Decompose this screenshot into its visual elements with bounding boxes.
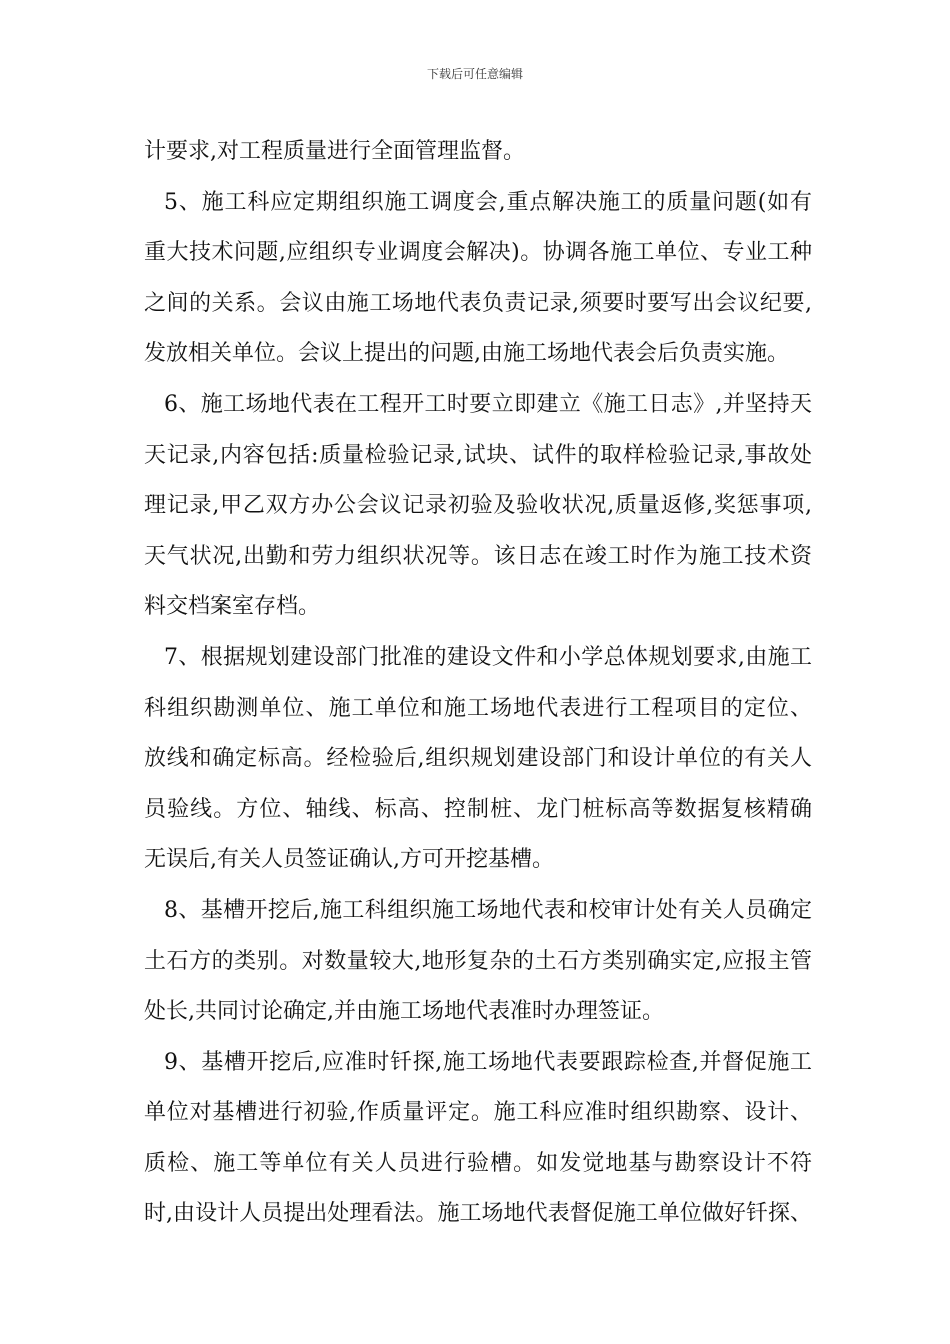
text-line: 9、基槽开挖后,应准时钎探,施工场地代表要跟踪检查,并督促施工 — [164, 1049, 812, 1075]
text-line: 8、基槽开挖后,施工科组织施工场地代表和校审计处有关人员确定 — [164, 897, 812, 923]
text-line: 发放相关单位。会议上提出的问题,由施工场地代表会后负责实施。 — [144, 341, 789, 367]
text-line: 单位对基槽进行初验,作质量评定。施工科应准时组织勘察、设计、 — [144, 1100, 812, 1126]
page-header: 下载后可任意编辑 — [426, 67, 523, 81]
text-line: 计要求,对工程质量进行全面管理监督。 — [144, 139, 525, 164]
text-line: 质检、施工等单位有关人员进行验槽。如发觉地基与勘察设计不符 — [144, 1150, 812, 1176]
text-line: 处长,共同讨论确定,并由施工场地代表准时办理签证。 — [144, 999, 664, 1025]
text-line: 5、施工科应定期组织施工调度会,重点解决施工的质量问题(如有 — [164, 189, 812, 215]
text-line: 员验线。方位、轴线、标高、控制桩、龙门桩标高等数据复核精确 — [144, 796, 812, 822]
text-line: 时,由设计人员提出处理看法。施工场地代表督促施工单位做好钎探、 — [144, 1201, 812, 1227]
text-line: 之间的关系。会议由施工场地代表负责记录,须要时要写出会议纪要, — [144, 290, 812, 316]
text-line: 天气状况,出勤和劳力组织状况等。该日志在竣工时作为施工技术资 — [144, 543, 812, 569]
text-line: 科组织勘测单位、施工单位和施工场地代表进行工程项目的定位、 — [144, 695, 812, 721]
text-line: 理记录,甲乙双方办公会议记录初验及验收状况,质量返修,奖惩事项, — [144, 493, 812, 519]
text-line: 重大技术问题,应组织专业调度会解决)。协调各施工单位、专业工种 — [144, 240, 812, 266]
text-line: 放线和确定标高。经检验后,组织规划建设部门和设计单位的有关人 — [144, 746, 812, 772]
document-body — [144, 127, 812, 1240]
text-line: 7、根据规划建设部门批准的建设文件和小学总体规划要求,由施工 — [164, 644, 812, 670]
text-line: 料交档案室存档。 — [144, 594, 321, 620]
text-line: 土石方的类别。对数量较大,地形复杂的土石方类别确实定,应报主管 — [144, 948, 812, 974]
text-line: 6、施工场地代表在工程开工时要立即建立《施工日志》,并坚持天 — [164, 391, 812, 417]
text-line: 无误后,有关人员签证确认,方可开挖基槽。 — [144, 847, 554, 873]
text-line: 天记录,内容包括:质量检验记录,试块、试件的取样检验记录,事故处 — [144, 442, 812, 468]
